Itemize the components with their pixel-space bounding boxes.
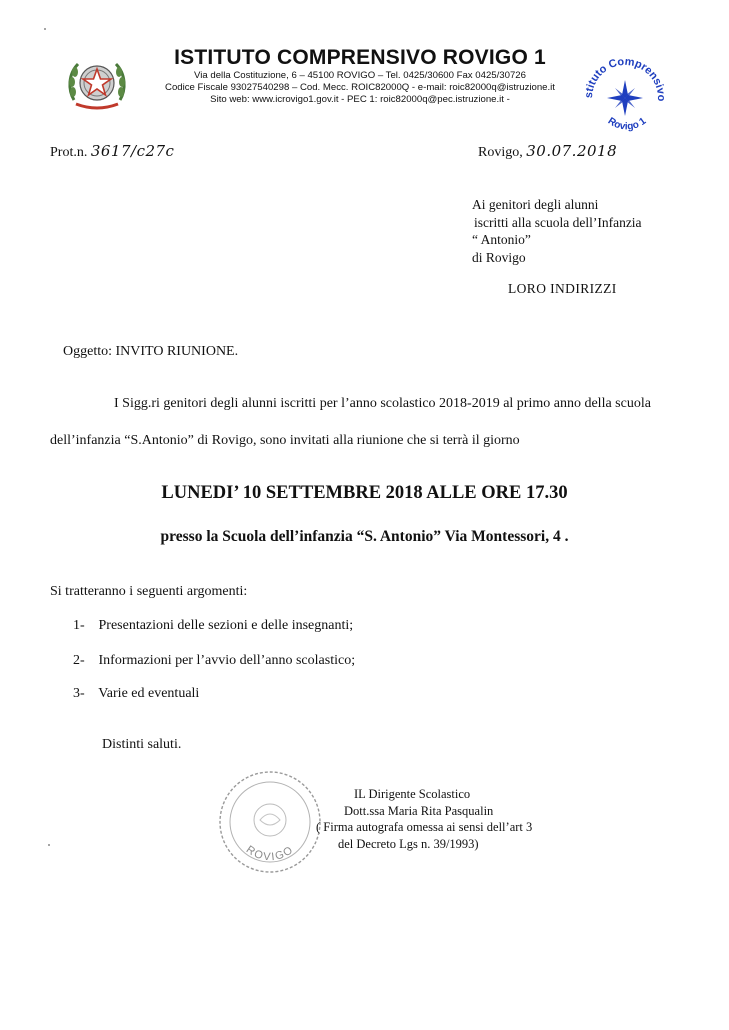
italian-republic-emblem-icon xyxy=(66,56,128,114)
topics-intro: Si tratteranno i seguenti argomenti: xyxy=(50,584,248,599)
list-text: Varie ed eventuali xyxy=(98,686,200,701)
svg-text:Rovigo 1 xyxy=(606,116,649,133)
school-name: ISTITUTO COMPRENSIVO ROVIGO 1 xyxy=(174,46,546,69)
date-place: Rovigo, xyxy=(478,145,523,160)
school-address: Via della Costituzione, 6 – 45100 ROVIGO – Tel. 0425/30600 Fax 0425/30726 xyxy=(194,70,526,81)
list-text: Informazioni per l’avvio dell’anno scolastico; xyxy=(98,653,356,668)
closing-greeting: Distinti saluti. xyxy=(102,737,182,752)
date-value: 30.07.2018 xyxy=(526,142,618,160)
list-item xyxy=(73,618,353,634)
body-paragraph-line-1: I Sigg.ri genitori degli alunni iscritti per l’anno scolastico 2018-2019 al primo anno della scuola xyxy=(114,396,651,411)
date-line xyxy=(478,142,617,161)
list-item xyxy=(73,686,199,702)
school-codes: Codice Fiscale 93027540298 – Cod. Mecc. ROIC82000Q - e-mail: roic82000q@istruzione.it xyxy=(165,82,555,93)
signature-role: IL Dirigente Scolastico xyxy=(354,787,471,801)
scan-speck xyxy=(48,844,50,846)
recipient-address xyxy=(472,196,642,266)
loro-indirizzi: LORO INDIRIZZI xyxy=(508,281,617,296)
protocol-label: Prot.n. xyxy=(50,145,88,160)
signature-note: ( Firma autografa omessa ai sensi dell’art 3 xyxy=(316,820,533,834)
meeting-venue: presso la Scuola dell’infanzia “S. Antonio” Via Montessori, 4 . xyxy=(160,528,569,545)
list-item xyxy=(73,653,355,669)
school-stamp-icon xyxy=(214,766,326,878)
list-number: 2- xyxy=(73,653,85,668)
signature-name: Dott.ssa Maria Rita Pasqualin xyxy=(344,803,494,818)
list-number: 3- xyxy=(73,686,85,701)
signature-block xyxy=(316,786,532,852)
logo-text-bottom: Rovigo 1 xyxy=(605,115,649,133)
recipient-line: Ai genitori degli alunni xyxy=(472,197,599,212)
list-number: 1- xyxy=(73,618,85,633)
compass-rose-logo-icon xyxy=(578,50,672,140)
protocol-number: 3617/c27c xyxy=(90,142,175,160)
scan-speck xyxy=(44,28,46,30)
school-website: Sito web: www.icrovigo1.gov.it - PEC 1: roic82000q@pec.istruzione.it - xyxy=(210,94,510,105)
stamp-text: ROVIGO xyxy=(243,843,297,864)
recipient-line: iscritti alla scuola dell’Infanzia xyxy=(474,214,642,230)
list-text: Presentazioni delle sezioni e delle insegnanti; xyxy=(98,618,354,633)
body-paragraph-line-2: dell’infanzia “S.Antonio” di Rovigo, sono invitati alla riunione che si terrà il giorno xyxy=(50,433,520,448)
letterhead xyxy=(150,46,570,106)
protocol-line xyxy=(50,142,174,161)
svg-text:ROVIGO xyxy=(244,844,296,864)
logo-text-top: stituto Comprensivo xyxy=(582,55,668,102)
recipient-line: “ Antonio” xyxy=(472,232,531,247)
signature-note: del Decreto Lgs n. 39/1993) xyxy=(338,836,479,851)
subject-line: Oggetto: INVITO RIUNIONE. xyxy=(63,344,239,359)
recipient-line: di Rovigo xyxy=(472,249,526,265)
meeting-date-headline: LUNEDI’ 10 SETTEMBRE 2018 ALLE ORE 17.30 xyxy=(161,483,568,503)
